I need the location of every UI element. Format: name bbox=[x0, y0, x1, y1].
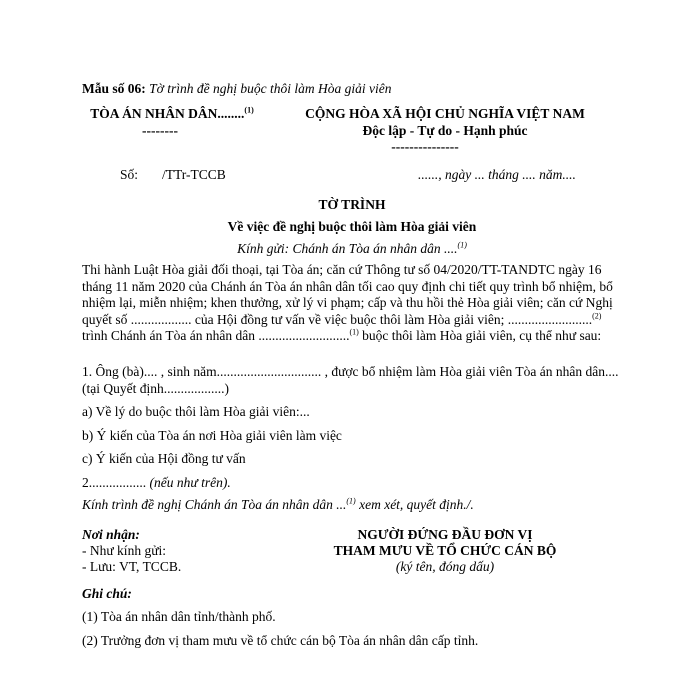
intro-note1: (1) bbox=[349, 327, 359, 337]
court-header-note: (1) bbox=[244, 105, 254, 115]
national-motto: Độc lập - Tự do - Hạnh phúc bbox=[362, 123, 528, 138]
subject: Về việc đề nghị buộc thôi làm Hòa giải viên bbox=[227, 219, 477, 234]
doc-type: TỜ TRÌNH bbox=[318, 197, 386, 212]
recipient-note: (1) bbox=[457, 240, 467, 250]
signer-line1: NGƯỜI ĐỨNG ĐẦU ĐƠN VỊ bbox=[357, 527, 533, 542]
receivers-title: Nơi nhận: bbox=[82, 527, 140, 542]
note-1: (1) Tòa án nhân dân tỉnh/thành phố. bbox=[82, 609, 276, 624]
doc-number-suffix: /TTr-TCCB bbox=[162, 167, 226, 182]
date-line: ......, ngày ... tháng .... năm.... bbox=[418, 167, 576, 182]
item-1: 1. Ông (bà).... , sinh năm............................... , được bổ nhiệm làm Hòa giải viên Tòa án nhân dân.... (tại Quyết định..................) bbox=[82, 364, 619, 396]
item-b: b) Ý kiến của Tòa án nơi Hòa giải viên làm việc bbox=[82, 428, 342, 443]
national-title: CỘNG HÒA XÃ HỘI CHỦ NGHĨA VIỆT NAM bbox=[305, 106, 585, 121]
intro-note2: (2) bbox=[592, 311, 602, 320]
intro-part1: Thi hành Luật Hòa giải đối thoại, tại Tòa án; căn cứ Thông tư số 04/2020/TT-TANDTC ngày 16 tháng 11 năm 2020 của Chánh án Tòa án nhân dân tối cao quy định chi tiết quy trình bổ nhiệm, bổ nhiệm lại, miễn nhiệm; khen thưởng, xử lý vi phạm; cấp và thu hồi thẻ Hòa giải viên; căn cứ Nghị quyết số .................. của Hội đồng tư vấn về việc buộc thôi làm Hòa giải viên; ......................... bbox=[82, 262, 613, 327]
notes-title: Ghi chú: bbox=[82, 586, 132, 601]
recipient-text: Kính gửi: Chánh án Tòa án nhân dân .... bbox=[237, 241, 458, 256]
national-dashes: --------------- bbox=[391, 139, 459, 154]
item-2-dots: 2................. bbox=[82, 475, 147, 490]
form-label: Mẫu số 06: bbox=[82, 81, 146, 96]
intro-part3: buộc thôi làm Hòa giải viên, cụ thể như sau: bbox=[358, 328, 602, 343]
receivers-line2: - Lưu: VT, TCCB. bbox=[82, 559, 182, 574]
court-header-text: TÒA ÁN NHÂN DÂN........ bbox=[90, 106, 245, 121]
doc-number-label: Số: bbox=[120, 167, 139, 182]
closing-part2: xem xét, quyết định./. bbox=[355, 497, 474, 512]
closing-line bbox=[82, 497, 474, 513]
intro-paragraph bbox=[82, 262, 622, 345]
receivers-line1: - Như kính gửi: bbox=[82, 543, 167, 558]
closing-part1: Kính trình đề nghị Chánh án Tòa án nhân dân ... bbox=[82, 497, 347, 512]
signer-line2: THAM MƯU VỀ TỔ CHỨC CÁN BỘ bbox=[333, 543, 557, 558]
intro-part2: trình Chánh án Tòa án nhân dân ........................... bbox=[82, 328, 350, 343]
form-title: Tờ trình đề nghị buộc thôi làm Hòa giải viên bbox=[149, 81, 392, 96]
item-2 bbox=[82, 475, 231, 491]
court-dashes: -------- bbox=[142, 123, 178, 138]
recipient bbox=[82, 241, 622, 257]
signer-line3: (ký tên, đóng dấu) bbox=[395, 559, 495, 574]
closing-note: (1) bbox=[346, 496, 356, 506]
item-2-note: (nếu như trên). bbox=[146, 475, 231, 490]
item-a: a) Về lý do buộc thôi làm Hòa giải viên:... bbox=[82, 404, 310, 419]
court-header bbox=[82, 106, 262, 122]
form-heading bbox=[82, 81, 391, 97]
item-c: c) Ý kiến của Hội đồng tư vấn bbox=[82, 451, 246, 466]
note-2: (2) Trưởng đơn vị tham mưu về tổ chức cán bộ Tòa án nhân dân cấp tỉnh. bbox=[82, 633, 479, 648]
